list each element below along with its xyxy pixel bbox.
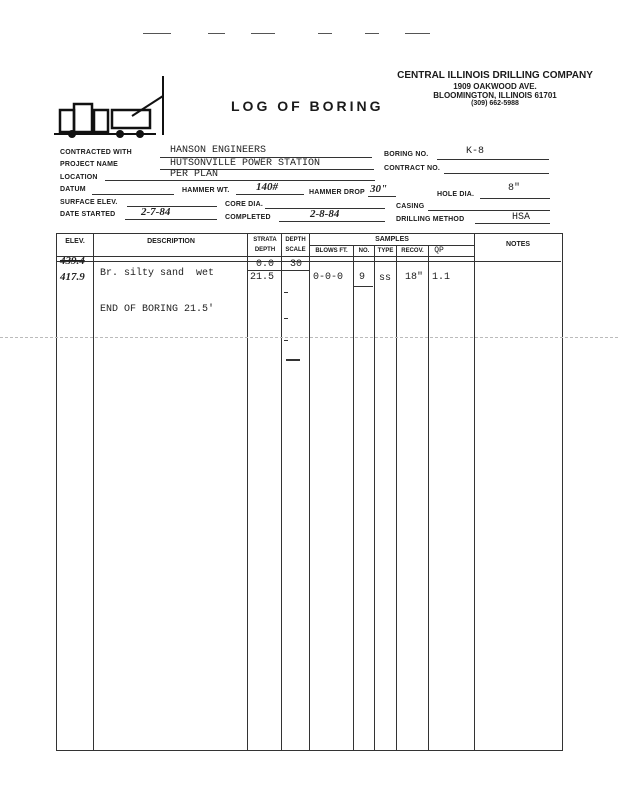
datum-label: DATUM [60, 186, 86, 193]
column-divider [353, 245, 354, 751]
table-row-elev: 439.4 [60, 255, 85, 267]
header-elev: ELEV. [65, 238, 85, 245]
hammer-drop-value: 30" [370, 183, 388, 195]
casing-label: CASING [396, 203, 425, 210]
header-depth2: DEPTH [285, 237, 306, 243]
end-of-boring-note: END OF BORING 21.5' [100, 304, 215, 315]
boring-no-value: K-8 [466, 146, 485, 157]
header-rule [56, 261, 561, 262]
drilling-method-value: HSA [512, 212, 531, 223]
company-city: BLOOMINGTON, ILLINOIS 61701 [433, 91, 557, 100]
date-started-label: DATE STARTED [60, 211, 116, 218]
scale-tick [286, 359, 300, 361]
table-row-strata-depth: 21.5 [250, 272, 275, 283]
header-rule [56, 256, 474, 257]
completed-value: 2-8-84 [310, 208, 340, 220]
header-scale: SCALE [285, 247, 306, 253]
column-divider [281, 233, 282, 751]
completed-label: COMPLETED [225, 214, 271, 221]
header-strata: STRATA [253, 237, 277, 243]
company-block [380, 70, 610, 107]
header-blows: BLOWS FT. [315, 248, 348, 254]
date-started-value: 2-7-84 [141, 206, 171, 218]
column-divider [474, 233, 475, 751]
table-row-strata-depth: 0.0 [256, 259, 275, 270]
scale-tick [284, 292, 288, 293]
scale-tick [284, 318, 288, 319]
contracted-with-label: CONTRACTED WITH [60, 149, 132, 156]
column-divider [93, 233, 94, 751]
location-line [105, 180, 375, 181]
scale-tick [284, 340, 288, 341]
table-row-type: ss [379, 273, 392, 284]
project-name-value: HUTSONVILLE POWER STATION [170, 158, 321, 169]
table-row-depth-scale: 30 [290, 259, 303, 270]
column-divider [374, 245, 375, 751]
row-underline [247, 270, 309, 271]
hammer-wt-line [236, 194, 304, 195]
table-row-recov: 18" [405, 272, 424, 283]
table-row-blows: 0-0-0 [313, 272, 344, 283]
header-notes: NOTES [505, 241, 531, 248]
header-recov: RECOV. [401, 248, 424, 254]
column-divider [247, 233, 248, 751]
hammer-wt-label: HAMMER WT. [182, 187, 230, 194]
company-address: 1909 OAKWOOD AVE. [453, 82, 537, 91]
scan-artifact-line [0, 337, 618, 338]
table-row-no: 9 [359, 272, 366, 283]
boring-no-line [437, 159, 549, 160]
location-label: LOCATION [60, 174, 98, 181]
header-no: NO. [358, 248, 370, 254]
table-row-description: Br. silty sand wet [100, 268, 215, 279]
core-dia-label: CORE DIA. [225, 201, 263, 208]
boring-no-label: BORING NO. [384, 151, 429, 158]
hammer-drop-line [368, 196, 396, 197]
column-divider [428, 245, 429, 751]
header-qp: QP [434, 246, 444, 255]
drilling-method-label: DRILLING METHOD [396, 216, 465, 223]
company-phone: (309) 662-5988 [471, 100, 519, 107]
contracted-with-value: HANSON ENGINEERS [170, 145, 267, 156]
hammer-wt-value: 140# [256, 181, 278, 193]
project-name-label: PROJECT NAME [60, 161, 119, 168]
form-title: LOG OF BORING [231, 98, 384, 114]
date-started-line [125, 219, 217, 220]
hammer-drop-label: HAMMER DROP [309, 189, 365, 196]
hole-dia-label: HOLE DIA. [437, 191, 475, 198]
drilling-method-line [475, 223, 550, 224]
header-rule [309, 245, 474, 246]
datum-line [92, 194, 174, 195]
header-depth: DEPTH [254, 247, 276, 253]
surface-elev-label: SURFACE ELEV. [60, 199, 118, 206]
row-underline [353, 286, 373, 287]
company-name: CENTRAL ILLINOIS DRILLING COMPANY [397, 70, 593, 81]
hole-dia-value: 8" [508, 183, 521, 194]
location-value: PER PLAN [170, 169, 219, 180]
header-description: DESCRIPTION [147, 238, 195, 245]
drill-rig-logo [52, 72, 172, 142]
table-row-qp: 1.1 [432, 272, 451, 283]
contract-no-label: CONTRACT NO. [384, 165, 441, 172]
table-row-elev: 417.9 [60, 271, 85, 283]
hole-dia-line [480, 198, 550, 199]
column-divider [309, 233, 310, 751]
header-type: TYPE [377, 248, 394, 254]
header-samples: SAMPLES [375, 236, 409, 243]
contract-no-line [444, 173, 549, 174]
completed-line [279, 221, 385, 222]
casing-line [428, 210, 550, 211]
column-divider [396, 245, 397, 751]
